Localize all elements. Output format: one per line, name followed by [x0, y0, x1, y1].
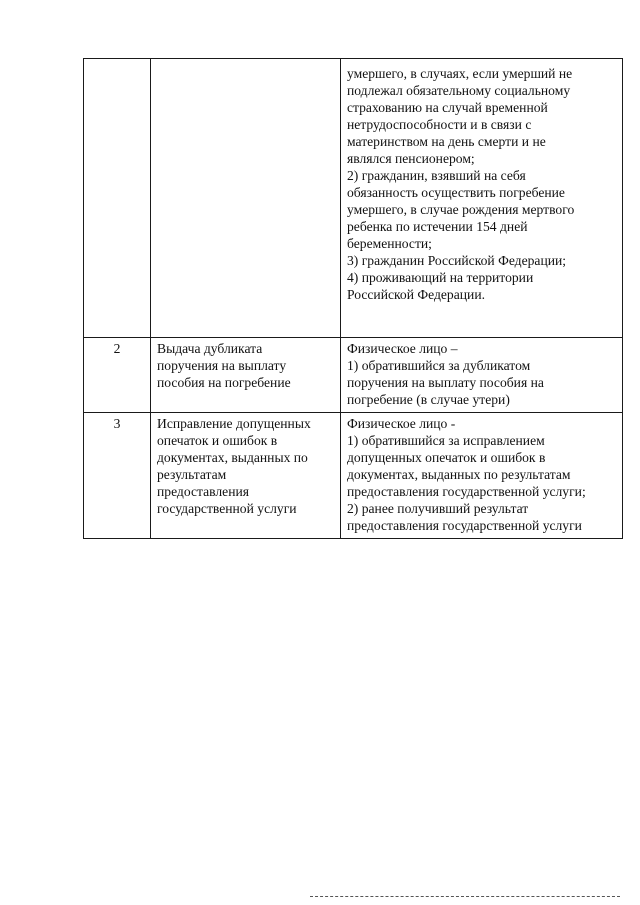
applicant-line: нетрудоспособности и в связи с: [347, 117, 532, 132]
applicant-line: погребение (в случае утери): [347, 392, 510, 407]
row-number-cell: [84, 59, 151, 338]
applicant-line: Российской Федерации.: [347, 287, 485, 302]
applicant-line: материнством на день смерти и не: [347, 134, 546, 149]
applicant-cell: [341, 338, 623, 413]
service-name-cell: [151, 413, 341, 539]
row-number-cell: 3: [84, 413, 151, 539]
applicant-line: предоставления государственной услуги;: [347, 484, 586, 499]
applicant-cell: [341, 413, 623, 539]
service-name-cell: [151, 59, 341, 338]
footer-dashed-rule: [310, 896, 620, 897]
applicant-cell: [341, 59, 623, 338]
applicant-line: поручения на выплату пособия на: [347, 375, 544, 390]
applicant-line: умершего, в случае рождения мертвого: [347, 202, 575, 217]
applicant-line: 2) ранее получивший результат: [347, 501, 529, 516]
table-row: [84, 59, 623, 338]
services-table: [83, 58, 623, 539]
table-row: [84, 338, 623, 413]
applicant-line: 3) гражданин Российской Федерации;: [347, 253, 567, 268]
service-name-line: поручения на выплату: [157, 358, 287, 373]
applicant-line: предоставления государственной услуги: [347, 518, 582, 533]
service-name-line: предоставления: [157, 484, 250, 499]
service-name-line: результатам: [157, 467, 227, 482]
service-name-cell: [151, 338, 341, 413]
service-name-line: опечаток и ошибок в: [157, 433, 278, 448]
applicant-line: страхованию на случай временной: [347, 100, 548, 115]
applicant-line: 2) гражданин, взявший на себя: [347, 168, 526, 183]
applicant-line: Физическое лицо –: [347, 341, 458, 356]
applicant-line: допущенных опечаток и ошибок в: [347, 450, 546, 465]
table-row: [84, 413, 623, 539]
applicant-line: ребенка по истечении 154 дней: [347, 219, 528, 234]
row-number-cell: 2: [84, 338, 151, 413]
service-name-line: Выдача дубликата: [157, 341, 263, 356]
applicant-line: документах, выданных по результатам: [347, 467, 571, 482]
service-name-line: документах, выданных по: [157, 450, 308, 465]
applicant-line: обязанность осуществить погребение: [347, 185, 565, 200]
applicant-line: подлежал обязательному социальному: [347, 83, 571, 98]
applicant-line: 4) проживающий на территории: [347, 270, 534, 285]
applicant-line: 1) обратившийся за исправлением: [347, 433, 545, 448]
applicant-line: 1) обратившийся за дубликатом: [347, 358, 531, 373]
service-name-line: Исправление допущенных: [157, 416, 311, 431]
applicant-line: являлся пенсионером;: [347, 151, 475, 166]
applicant-line: беременности;: [347, 236, 432, 251]
applicant-line: умершего, в случаях, если умерший не: [347, 66, 573, 81]
service-name-line: государственной услуги: [157, 501, 297, 516]
service-name-line: пособия на погребение: [157, 375, 291, 390]
applicant-line: Физическое лицо -: [347, 416, 456, 431]
